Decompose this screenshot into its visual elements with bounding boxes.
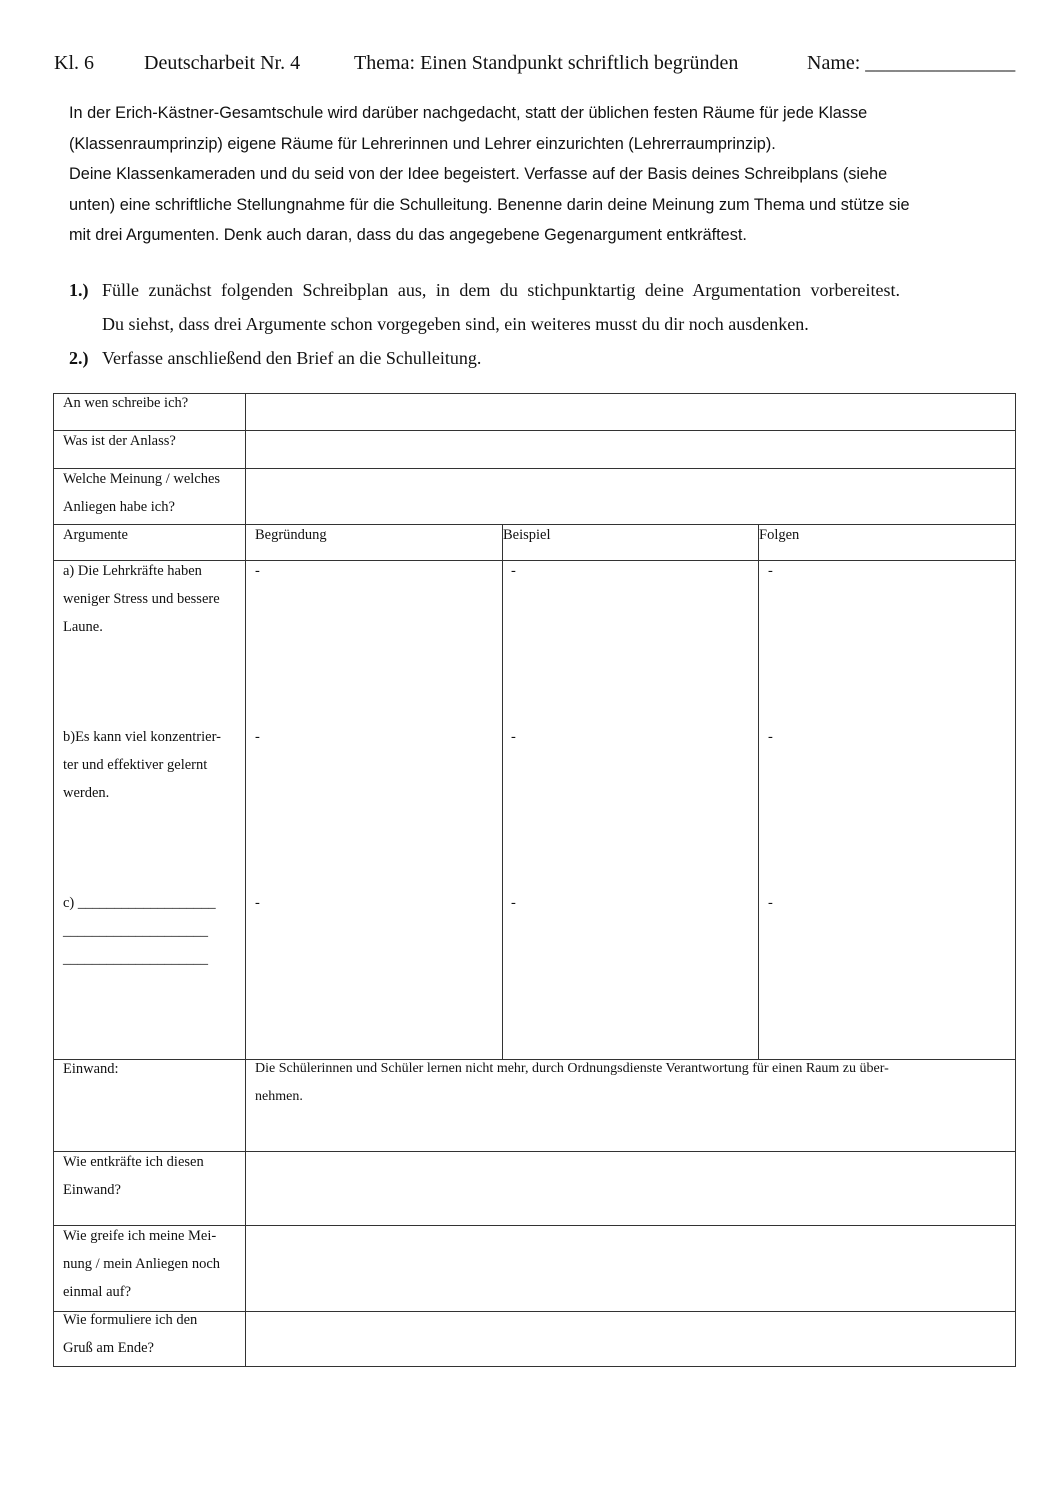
objection-text: [255, 1055, 889, 1111]
dash: -: [511, 895, 516, 911]
q-refute: [63, 1148, 204, 1204]
q-closing: [63, 1306, 197, 1362]
dash: -: [511, 729, 516, 745]
task-2: [69, 348, 481, 369]
dash: -: [768, 729, 773, 745]
intro-line: unten) eine schriftliche Stellungnahme für die Schulleitung. Benenne darin deine Meinung zum Thema und stütze sie: [69, 195, 910, 214]
col-header-example: Beispiel: [503, 527, 551, 543]
text-line: werden.: [63, 785, 110, 801]
text-line: Welche Meinung / welches: [63, 471, 221, 487]
dash: -: [511, 563, 516, 579]
argument-c[interactable]: [63, 889, 216, 973]
task-1: [69, 280, 900, 301]
example-answer[interactable]: [502, 560, 759, 1060]
text-line: Gruß am Ende?: [63, 1340, 154, 1356]
intro-text: [69, 98, 1009, 251]
class-label: Kl. 6: [54, 52, 94, 74]
name-field[interactable]: Name: _______________: [807, 52, 1016, 74]
text-line: a) Die Lehrkräfte haben: [63, 563, 202, 579]
exam-title: Deutscharbeit Nr. 4: [144, 52, 301, 74]
recipient-answer[interactable]: [245, 393, 1016, 431]
text-line: ____________________: [63, 951, 208, 967]
dash: -: [768, 563, 773, 579]
intro-line: (Klassenraumprinzip) eigene Räume für Lehrerinnen und Lehrer einzurichten (Lehrerraumprinzip).: [69, 134, 776, 153]
text-line: c) ___________________: [63, 895, 216, 911]
text-line: Wie greife ich meine Mei-: [63, 1228, 217, 1244]
intro-line: In der Erich-Kästner-Gesamtschule wird darüber nachgedacht, statt der üblichen festen Räume für jede Klasse: [69, 104, 868, 122]
q-restate: [63, 1222, 220, 1306]
col-header-consequences: Folgen: [759, 527, 800, 543]
text-line: Wie entkräfte ich diesen: [63, 1154, 204, 1170]
task-1-cont: Du siehst, dass drei Argumente schon vorgegeben sind, ein weiteres musst du dir noch ausdenken.: [102, 314, 809, 334]
task-text: Fülle zunächst folgenden Schreibplan aus, in dem du stichpunktartig deine Argumentation vorbereitest.: [102, 280, 900, 300]
text-line: Laune.: [63, 619, 103, 635]
text-line: nehmen.: [255, 1089, 303, 1104]
text-line: Die Schülerinnen und Schüler lernen nicht mehr, durch Ordnungsdienste Verantwortung für einen Raum zu über-: [255, 1061, 889, 1076]
text-line: b)Es kann viel konzentrier-: [63, 729, 221, 745]
opinion-answer[interactable]: [245, 468, 1016, 525]
occasion-answer[interactable]: [245, 430, 1016, 469]
task-number: 1.): [69, 280, 89, 300]
closing-answer[interactable]: [245, 1311, 1016, 1367]
q-opinion: [63, 465, 220, 521]
col-header-reason: Begründung: [255, 527, 327, 543]
col-header-arguments: Argumente: [63, 527, 128, 543]
topic-title: Thema: Einen Standpunkt schriftlich begründen: [354, 52, 739, 74]
dash: -: [255, 563, 260, 579]
reason-answer[interactable]: [245, 560, 503, 1060]
text-line: nung / mein Anliegen noch: [63, 1256, 221, 1272]
text-line: ____________________: [63, 923, 208, 939]
text-line: ter und effektiver gelernt: [63, 757, 208, 773]
text-line: einmal auf?: [63, 1284, 132, 1300]
restate-answer[interactable]: [245, 1225, 1016, 1312]
text-line: Einwand?: [63, 1182, 121, 1198]
argument-a: [63, 557, 220, 641]
dash: -: [255, 729, 260, 745]
argument-b: [63, 723, 221, 807]
intro-line: Deine Klassenkameraden und du seid von der Idee begeistert. Verfasse auf der Basis deines Schreibplans (siehe: [69, 165, 888, 183]
objection-label: Einwand:: [63, 1061, 119, 1077]
text-line: weniger Stress und bessere: [63, 591, 220, 607]
task-text: Verfasse anschließend den Brief an die Schulleitung.: [102, 348, 482, 368]
consequences-answer[interactable]: [758, 560, 1016, 1060]
text-line: Wie formuliere ich den: [63, 1312, 198, 1328]
intro-line: mit drei Argumenten. Denk auch daran, dass du das angegebene Gegenargument entkräftest.: [69, 226, 747, 244]
q-recipient: An wen schreibe ich?: [63, 395, 189, 411]
text-line: Anliegen habe ich?: [63, 499, 175, 515]
dash: -: [768, 895, 773, 911]
dash: -: [255, 895, 260, 911]
task-number: 2.): [69, 348, 89, 368]
refute-answer[interactable]: [245, 1151, 1016, 1226]
q-occasion: Was ist der Anlass?: [63, 433, 176, 449]
